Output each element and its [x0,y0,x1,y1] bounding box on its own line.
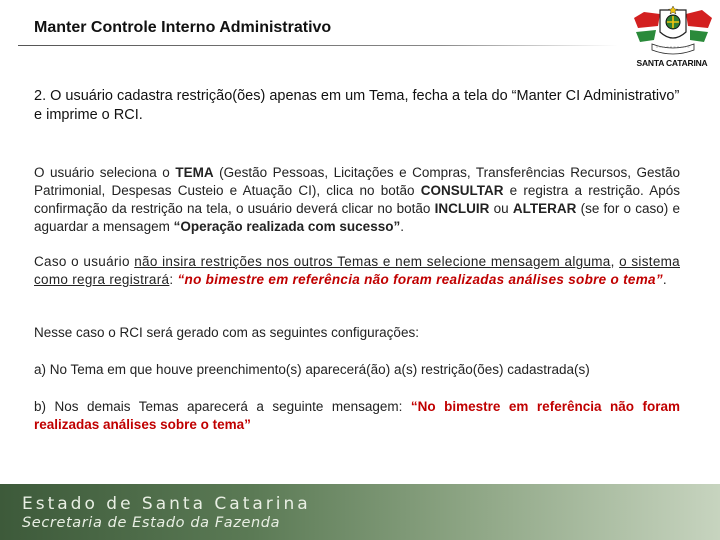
santa-catarina-coat-of-arms-icon [630,4,714,58]
paragraph-procedure [34,164,680,236]
p1-text-5: e registra a restrição. Após confirmação da restrição na tela, o usuário deverá clicar no botão [34,183,681,216]
p1-incluir: INCLUIR [434,201,490,216]
paragraph-configuration-intro: Nesse caso o RCI será gerado com as seguintes configurações: [34,325,419,340]
p5-text-1: b) Nos demais Temas aparecerá a seguinte mensagem: [34,399,411,414]
p2-text-7: . [662,272,667,287]
p2-text-1: Caso o usuário [34,254,135,269]
p1-text-9: (se for o caso) e aguardar a mensagem [34,201,680,234]
p2-text-3: , [610,254,620,269]
p1-alterar: ALTERAR [512,201,577,216]
state-logo [630,4,714,68]
paragraph-item-b [34,398,680,434]
p5-default-message: “No bimestre em referência não foram realizadas análises sobre o tema” [34,399,680,432]
p1-text-1: O usuário seleciona o [34,165,176,180]
p2-text-5: : [169,272,178,287]
p1-tema: TEMA [175,165,214,180]
p1-text-7: ou [489,201,513,216]
p2-underlined-rule: o sistema como regra registrará [34,254,680,287]
p1-success-message: “Operação realizada com sucesso” [173,219,401,234]
paragraph-item-a: a) No Tema em que houve preenchimento(s) aparecerá(ão) a(s) restrição(ões) cadastrada(s) [34,362,590,377]
p2-underlined-condition: não insira restrições nos outros Temas e nem selecione mensagem alguma [134,254,611,269]
p1-text-11: . [400,219,404,234]
section-heading: 2. O usuário cadastra restrição(ões) apenas em um Tema, fecha a tela do “Manter CI Administrativo” e imprime o RCI. [34,88,680,123]
footer-banner [0,484,720,540]
header-divider [18,45,618,46]
page-title: Manter Controle Interno Administrativo [34,19,332,36]
footer-department-name: Secretaria de Estado da Fazenda [22,515,281,531]
logo-caption: SANTA CATARINA [636,58,708,68]
p2-default-message: “no bimestre em referência não foram realizadas análises sobre o tema” [177,272,663,287]
paragraph-default-rule [34,253,680,289]
p1-text-3: (Gestão Pessoas, Licitações e Compras, Transferências Recursos, Gestão Patrimonial, Despesas Custeio e Atuação CI), clica no botão [34,165,681,198]
footer-state-name: Estado de Santa Catarina [22,494,311,514]
p1-consultar: CONSULTAR [420,183,504,198]
